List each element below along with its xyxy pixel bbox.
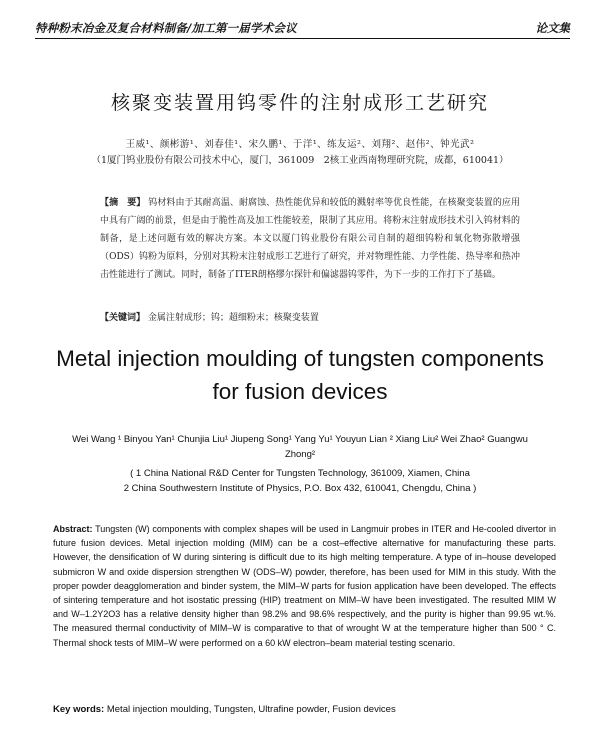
chinese-abstract-text: 钨材料由于其耐高温、耐腐蚀、热性能优异和较低的溅射率等优良性能，在核聚变装置的应用中具有广阔的前景，但是由于脆性高及加工性能较差，限制了其应用。将粉末注射成形技术引入钨材料的制备，是上述问题有效的解决方案。本文以厦门钨业股份有限公司自制的超细钨粉和氧化物弥散增强（ODS）钨粉为原料，分别对其粉末注射成形工艺进行了研究，并对物理性能、力学性能、热导率和热冲击性能进行了测试。同时，制备了ITER朗格缪尔探针和偏滤器钨零件，为下一步的工作打下了基础。 (100, 198, 520, 280)
english-keywords (53, 704, 556, 715)
header-rule (35, 38, 570, 39)
chinese-affiliation: （1厦门钨业股份有限公司技术中心，厦门，361009 2核工业西南物理研究院，成都，610041） (91, 155, 509, 166)
chinese-abstract-label: 【摘 要】 (100, 198, 146, 208)
english-keywords-text: Metal injection moulding, Tungsten, Ultrafine powder, Fusion devices (106, 704, 396, 715)
header-section-label: 论文集 (535, 21, 570, 35)
english-title: Metal injection moulding of tungsten components for fusion devices (56, 346, 544, 404)
english-abstract-label: Abstract: (53, 524, 93, 534)
chinese-keywords (100, 310, 520, 323)
chinese-abstract (100, 194, 520, 284)
chinese-authors: 王威¹、颜彬游¹、刘春佳¹、宋久鹏¹、于洋¹、练友运²、刘翔²、赵伟²、钟光武² (125, 139, 475, 150)
chinese-title: 核聚变装置用钨零件的注射成形工艺研究 (110, 92, 489, 114)
english-affiliation (0, 466, 600, 496)
english-keywords-label: Key words: (53, 704, 105, 715)
english-abstract-text: Tungsten (W) components with complex shapes will be used in Langmuir probes in ITER and He-cooled divertor in future fusion devices. Metal injection molding (MIM) can be a cost–effective alternative for manufacturing these parts. However, the densification of W during sintering is difficult due to its high melting temperature. A type of in–house developed submicron W and oxide dispersion strengthen W (ODS–W) powder, therefore, has been used for MIM in this study. With the proper powder deagglomeration and binder system, the MIM–W parts for fusion application have been developed. The effects of sintering temperature and hot isostatic pressing (HIP) treatment on MIM–W have been investigated. The resulted MIM W and W–1.2Y2O3 has a relative density higher than 98.2% and 98.6% respectively, and the purity is higher than 99.95 wt.%. The measured thermal conductivity of MIM–W is comparative to that of wrought W at the temperature higher than 500 ° C. Thermal shock tests of MIM–W were performed on a 60 kW electron–beam material testing scenario. (53, 524, 556, 648)
header-conference-title: 特种粉末冶金及复合材料制备/加工第一届学术会议 (35, 21, 297, 35)
running-header (35, 18, 570, 38)
english-affiliation-1: ( 1 China National R&D Center for Tungsten Technology, 361009, Xiamen, China (130, 468, 470, 479)
english-authors: Wei Wang ¹ Binyou Yan¹ Chunjia Liu¹ Jiupeng Song¹ Yang Yu¹ Youyun Lian ² Xiang Liu² Wei Zhao² Guangwu Zhong² (72, 434, 528, 460)
chinese-keywords-label: 【关键词】 (100, 313, 146, 323)
english-affiliation-2: 2 China Southwestern Institute of Physics, P.O. Box 432, 610041, Chengdu, China ) (123, 483, 477, 494)
chinese-keywords-text: 金属注射成形；钨；超细粉末；核聚变装置 (147, 313, 319, 323)
english-abstract (53, 522, 556, 650)
